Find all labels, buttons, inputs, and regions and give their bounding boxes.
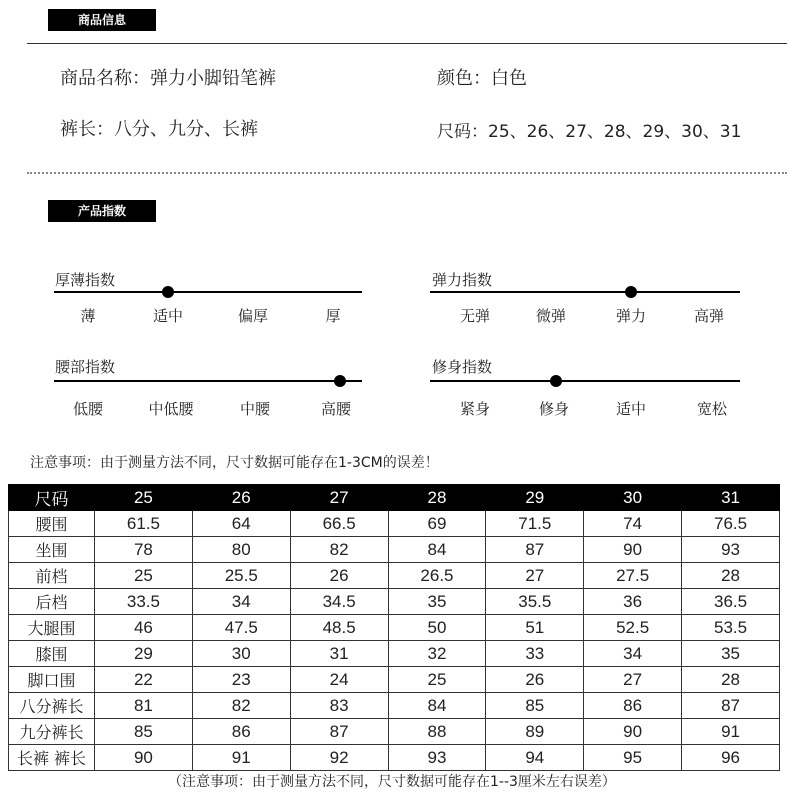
table-header-cell: 26 <box>192 485 290 511</box>
index-label: 无弹 <box>459 307 490 325</box>
table-cell: 50 <box>388 615 486 641</box>
table-cell: 95 <box>584 745 682 771</box>
table-header-cell: 25 <box>95 485 193 511</box>
table-cell: 48.5 <box>290 615 388 641</box>
table-cell: 25.5 <box>192 563 290 589</box>
table-row-label: 九分裤长 <box>9 719 95 745</box>
table-row <box>9 667 780 693</box>
table-cell: 26.5 <box>388 563 486 589</box>
table-cell: 66.5 <box>290 511 388 537</box>
product-length: 裤长：八分、九分、长裤 <box>60 119 258 140</box>
table-cell: 89 <box>486 719 584 745</box>
table-cell: 35 <box>682 641 780 667</box>
table-row <box>9 641 780 667</box>
table-cell: 83 <box>290 693 388 719</box>
table-cell: 22 <box>95 667 193 693</box>
table-cell: 27 <box>486 563 584 589</box>
section-tag-product-index: 产品指数 <box>48 200 156 222</box>
table-cell: 90 <box>584 537 682 563</box>
table-cell: 64 <box>192 511 290 537</box>
index-label: 宽松 <box>696 400 727 418</box>
index-marker-dot <box>625 286 637 298</box>
table-cell: 46 <box>95 615 193 641</box>
table-cell: 33.5 <box>95 589 193 615</box>
index-scale-line <box>54 291 362 293</box>
section-divider <box>27 43 787 44</box>
table-cell: 34 <box>192 589 290 615</box>
index-label: 紧身 <box>459 400 490 418</box>
table-row-label: 坐围 <box>9 537 95 563</box>
index-title: 修身指数 <box>432 358 493 376</box>
index-marker-dot <box>162 286 174 298</box>
table-row <box>9 589 780 615</box>
index-label: 微弹 <box>535 307 566 325</box>
index-label: 中低腰 <box>148 400 194 418</box>
table-row-label: 腰围 <box>9 511 95 537</box>
table-row-label: 前档 <box>9 563 95 589</box>
table-cell: 87 <box>682 693 780 719</box>
table-row-label: 八分裤长 <box>9 693 95 719</box>
index-scale-line <box>430 380 740 382</box>
index-label: 薄 <box>80 307 96 325</box>
table-header-cell: 29 <box>486 485 584 511</box>
table-cell: 27.5 <box>584 563 682 589</box>
table-row-label: 脚口围 <box>9 667 95 693</box>
table-cell: 76.5 <box>682 511 780 537</box>
table-cell: 27 <box>584 667 682 693</box>
index-label: 低腰 <box>72 400 103 418</box>
index-label: 适中 <box>152 307 183 325</box>
table-row-label: 后档 <box>9 589 95 615</box>
dotted-divider <box>27 172 787 174</box>
table-cell: 31 <box>290 641 388 667</box>
table-cell: 82 <box>290 537 388 563</box>
table-cell: 74 <box>584 511 682 537</box>
table-cell: 69 <box>388 511 486 537</box>
table-header-cell: 30 <box>584 485 682 511</box>
table-cell: 28 <box>682 563 780 589</box>
table-row <box>9 615 780 641</box>
table-cell: 92 <box>290 745 388 771</box>
index-label: 适中 <box>615 400 646 418</box>
table-cell: 91 <box>682 719 780 745</box>
table-row <box>9 537 780 563</box>
table-cell: 53.5 <box>682 615 780 641</box>
table-cell: 88 <box>388 719 486 745</box>
table-cell: 85 <box>95 719 193 745</box>
index-label: 高腰 <box>320 400 351 418</box>
table-cell: 25 <box>388 667 486 693</box>
index-title: 弹力指数 <box>432 271 493 289</box>
table-cell: 23 <box>192 667 290 693</box>
table-cell: 96 <box>682 745 780 771</box>
index-label: 中腰 <box>239 400 270 418</box>
table-cell: 30 <box>192 641 290 667</box>
index-title: 腰部指数 <box>55 358 116 376</box>
table-header-cell: 27 <box>290 485 388 511</box>
table-cell: 47.5 <box>192 615 290 641</box>
table-cell: 32 <box>388 641 486 667</box>
table-cell: 33 <box>486 641 584 667</box>
table-header-cell: 31 <box>682 485 780 511</box>
table-cell: 81 <box>95 693 193 719</box>
table-cell: 25 <box>95 563 193 589</box>
table-cell: 90 <box>95 745 193 771</box>
table-cell: 34 <box>584 641 682 667</box>
index-marker-dot <box>550 375 562 387</box>
table-cell: 86 <box>192 719 290 745</box>
measurement-note: 注意事项：由于测量方法不同，尺寸数据可能存在1-3CM的误差！ <box>30 455 439 471</box>
table-cell: 61.5 <box>95 511 193 537</box>
table-cell: 24 <box>290 667 388 693</box>
table-cell: 26 <box>290 563 388 589</box>
table-row-label: 大腿围 <box>9 615 95 641</box>
table-cell: 84 <box>388 693 486 719</box>
table-row <box>9 511 780 537</box>
table-row <box>9 693 780 719</box>
table-row <box>9 745 780 771</box>
index-label: 弹力 <box>615 307 646 325</box>
table-cell: 35.5 <box>486 589 584 615</box>
section-tag-product-info: 商品信息 <box>48 9 156 31</box>
table-cell: 34.5 <box>290 589 388 615</box>
table-cell: 84 <box>388 537 486 563</box>
product-name: 商品名称：弹力小脚铅笔裤 <box>60 68 276 89</box>
table-cell: 90 <box>584 719 682 745</box>
index-label: 偏厚 <box>237 307 268 325</box>
table-cell: 85 <box>486 693 584 719</box>
table-cell: 80 <box>192 537 290 563</box>
table-cell: 87 <box>486 537 584 563</box>
table-cell: 94 <box>486 745 584 771</box>
table-cell: 36.5 <box>682 589 780 615</box>
table-row-label: 长裤 裤长 <box>9 745 95 771</box>
table-cell: 36 <box>584 589 682 615</box>
index-label: 修身 <box>538 400 569 418</box>
table-cell: 82 <box>192 693 290 719</box>
product-sizes: 尺码：25、26、27、28、29、30、31 <box>437 122 742 142</box>
table-cell: 26 <box>486 667 584 693</box>
table-cell: 35 <box>388 589 486 615</box>
index-title: 厚薄指数 <box>55 271 116 289</box>
table-cell: 86 <box>584 693 682 719</box>
table-header-row <box>9 485 780 511</box>
index-marker-dot <box>334 375 346 387</box>
size-table <box>8 484 780 771</box>
table-header-cell: 28 <box>388 485 486 511</box>
product-color: 颜色：白色 <box>437 68 527 89</box>
index-scale-line <box>430 291 740 293</box>
table-row <box>9 719 780 745</box>
table-cell: 93 <box>682 537 780 563</box>
index-scale-line <box>54 380 362 382</box>
table-cell: 29 <box>95 641 193 667</box>
table-cell: 91 <box>192 745 290 771</box>
table-cell: 52.5 <box>584 615 682 641</box>
table-cell: 93 <box>388 745 486 771</box>
table-cell: 51 <box>486 615 584 641</box>
index-label: 高弹 <box>693 307 724 325</box>
table-cell: 87 <box>290 719 388 745</box>
table-header-cell: 尺码 <box>9 485 95 511</box>
index-label: 厚 <box>325 307 341 325</box>
table-row <box>9 563 780 589</box>
table-row-label: 膝围 <box>9 641 95 667</box>
table-cell: 28 <box>682 667 780 693</box>
table-cell: 71.5 <box>486 511 584 537</box>
measurement-note-footer: （注意事项：由于测量方法不同，尺寸数据可能存在1--3厘米左右误差） <box>168 774 616 790</box>
table-cell: 78 <box>95 537 193 563</box>
